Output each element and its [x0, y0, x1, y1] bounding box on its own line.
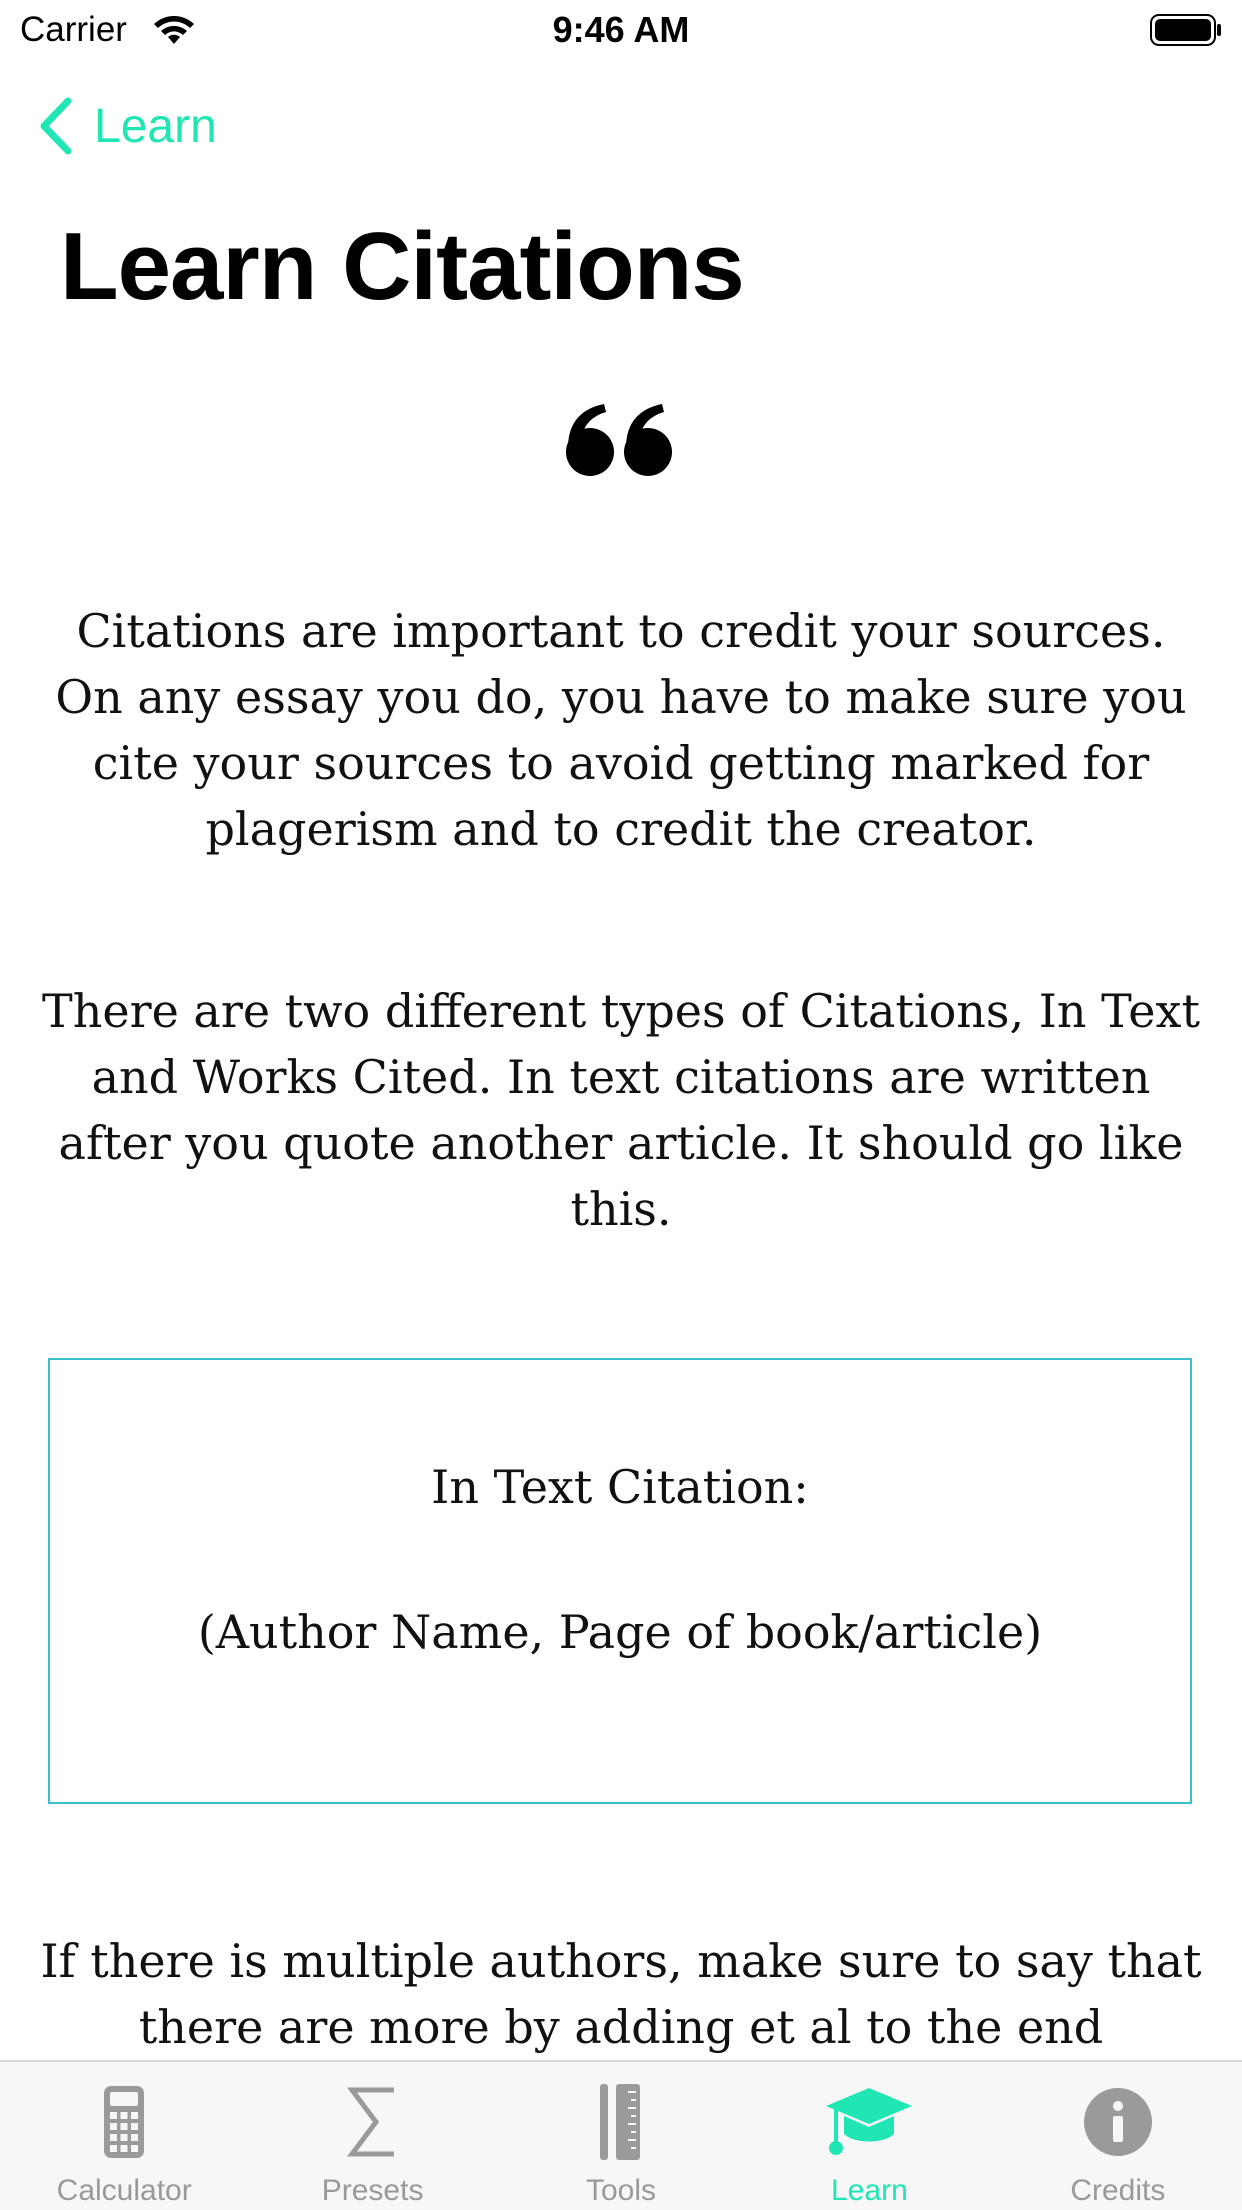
- battery-icon: [1150, 14, 1222, 46]
- types-paragraph: There are two different types of Citations, In Text and Works Cited. In text citations are written after you quote another article. It should go like this.: [42, 984, 1200, 1236]
- tab-presets[interactable]: [248, 2062, 496, 2210]
- calculator-icon: [79, 2082, 169, 2162]
- tab-label-learn: Learn: [831, 2174, 908, 2207]
- tab-bar: [0, 2060, 1242, 2210]
- tab-label-presets: Presets: [321, 2174, 424, 2207]
- tab-calculator[interactable]: [0, 2062, 248, 2210]
- ruler-pencil-icon: [576, 2082, 666, 2162]
- clock: 9:46 AM: [552, 9, 690, 50]
- sigma-icon: [328, 2082, 418, 2162]
- multiple-authors-paragraph: If there is multiple authors, make sure to say that there are more by adding et al to the end: [40, 1934, 1202, 2054]
- back-button[interactable]: [36, 96, 217, 156]
- tab-learn[interactable]: [745, 2062, 993, 2210]
- tab-label-tools: Tools: [585, 2174, 657, 2207]
- page-title: Learn Citations: [60, 213, 744, 320]
- graduation-cap-icon: [824, 2082, 914, 2162]
- tab-label-credits: Credits: [1070, 2174, 1166, 2207]
- tab-credits[interactable]: [994, 2062, 1242, 2210]
- status-bar: [0, 0, 1242, 62]
- tab-label-calculator: Calculator: [56, 2174, 192, 2207]
- back-label: Learn: [94, 99, 217, 153]
- citation-format: (Author Name, Page of book/article): [197, 1605, 1043, 1659]
- tab-tools[interactable]: [497, 2062, 745, 2210]
- carrier-label: Carrier: [20, 10, 127, 49]
- quote-icon: [560, 400, 680, 480]
- info-icon: [1073, 2082, 1163, 2162]
- citation-example-box: [48, 1358, 1192, 1804]
- citation-label: In Text Citation:: [431, 1460, 809, 1514]
- chevron-left-icon: [36, 97, 74, 155]
- intro-paragraph: Citations are important to credit your sources. On any essay you do, you have to make sure you cite your sources to avoid getting marked for plagerism and to credit the creator.: [55, 604, 1187, 856]
